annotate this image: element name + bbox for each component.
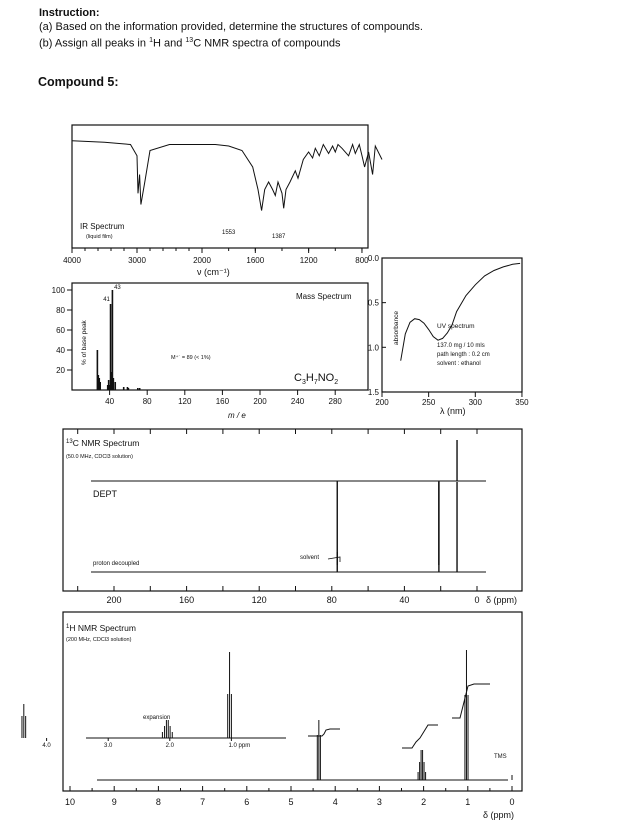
h1-integral-1: [308, 729, 340, 736]
line-b-c: C NMR spectra of compounds: [193, 37, 341, 50]
c13-xlabel: δ (ppm): [486, 595, 518, 605]
instruction-heading: Instruction:: [39, 7, 100, 19]
c13-tick-label: 80: [326, 595, 337, 605]
ir-tick-label: 1200: [299, 256, 318, 265]
c13-chart: [78, 429, 486, 605]
h1-tick-label: 6: [244, 797, 250, 807]
ms-molecular-ion: M⁺˙ = 89 (< 1%): [171, 355, 211, 361]
h1-tick-label: 10: [64, 797, 76, 807]
h1-expansion-tick-label: 3.0: [104, 743, 113, 749]
line-b-h: H and: [152, 37, 186, 50]
h1-tick-label: 5: [288, 797, 294, 807]
instruction-line-a: (a) Based on the information provided, determine the structures of compounds.: [39, 21, 423, 33]
ms-tick-label: 280: [328, 397, 342, 406]
ms-tick-label: 80: [142, 397, 152, 406]
uv-tick-label: 350: [515, 398, 529, 407]
h1-frame: [63, 612, 522, 791]
ms-ylabel: % of base peak: [81, 320, 88, 365]
h1-tick-label: 0: [509, 797, 515, 807]
uv-note-3: solvent : ethanol: [437, 361, 481, 367]
ms-ytick-label: 80: [56, 306, 65, 315]
h1-tick-label: 1: [465, 797, 471, 807]
h1-title: $^1$H NMR Spectrum: [66, 623, 136, 633]
h1-expansion-tick-label: 4.0: [42, 743, 51, 749]
c13-decoupled-label: proton decoupled: [93, 561, 140, 567]
ir-annotation-1387: 1387: [272, 234, 286, 240]
h1-tick-label: 9: [111, 797, 117, 807]
c13-tick-label: 160: [179, 595, 195, 605]
ms-tick-label: 240: [290, 397, 305, 406]
ms-xlabel: m / e: [228, 411, 246, 420]
ms-tick-label: 40: [105, 397, 115, 406]
h1-chart: [22, 650, 515, 807]
uv-tick-label: 200: [375, 398, 389, 407]
line-b-pre: (b) Assign all peaks in: [39, 37, 150, 50]
c13-tick-label: 200: [106, 595, 122, 605]
ir-tick-label: 1600: [246, 256, 265, 265]
ms-tick-label: 120: [178, 397, 192, 406]
h1-expansion-label: expansion: [143, 715, 171, 721]
c13-dept-label: DEPT: [93, 489, 118, 499]
h1-tick-label: 7: [200, 797, 206, 807]
compound-label: Compound 5:: [38, 75, 119, 89]
ir-tick-label: 800: [355, 256, 369, 265]
uv-ytick-label: 1.5: [367, 387, 379, 397]
ir-trace: [72, 141, 382, 211]
uv-ytick-label: 1.0: [367, 343, 379, 353]
uv-note-2: path length : 0.2 cm: [437, 352, 490, 358]
uv-ytick-label: 0.5: [367, 298, 379, 308]
ms-chart: [52, 285, 343, 406]
ms-ytick-label: 40: [56, 346, 65, 355]
c13-solvent-arrow: [328, 557, 340, 562]
ms-formula: $C_3H_7NO_2$: [294, 372, 339, 386]
ms-tick-label: 200: [253, 397, 267, 406]
uv-title: UV spectrum: [437, 323, 475, 330]
sup-1: 1: [149, 37, 153, 44]
c13-tick-label: 0: [474, 595, 480, 605]
h1-tms-label: TMS: [494, 754, 507, 760]
ms-ytick-label: 60: [56, 326, 65, 335]
h1-integral-2: [402, 725, 438, 748]
ms-ytick-label: 100: [51, 286, 65, 295]
uv-tick-label: 300: [468, 398, 482, 407]
c13-tick-label: 40: [399, 595, 410, 605]
ms-peak-label-43: 43: [114, 285, 121, 291]
h1-xlabel: δ (ppm): [483, 810, 515, 820]
uv-ytick-label: 0.0: [367, 254, 379, 263]
ms-peak-label-41: 41: [103, 297, 110, 303]
uv-tick-label: 250: [421, 398, 436, 407]
c13-title: $^{13}$C NMR Spectrum: [66, 438, 140, 448]
ir-chart: [63, 141, 382, 265]
ir-title: IR Spectrum: [80, 222, 125, 231]
sup-13: 13: [185, 37, 194, 44]
c13-solvent-label: solvent: [300, 555, 320, 561]
ir-tick-label: 2000: [193, 256, 211, 265]
ms-tick-label: 160: [215, 397, 230, 406]
h1-tick-label: 2: [421, 797, 427, 807]
h1-integral-3: [452, 684, 490, 718]
h1-tick-label: 4: [332, 797, 338, 807]
ir-xlabel: ν (cm⁻¹): [197, 267, 230, 277]
h1-subtitle: (200 MHz, CDCl3 solution): [66, 637, 132, 643]
uv-xlabel: λ (nm): [440, 406, 466, 416]
c13-subtitle: (50.0 MHz, CDCl3 solution): [66, 454, 133, 460]
h1-expansion-tick-label: 2.0: [165, 743, 174, 749]
ir-annotation-1553: 1553: [222, 230, 236, 236]
h1-tick-label: 3: [376, 797, 382, 807]
ir-tick-label: 3000: [128, 256, 146, 265]
ir-subtitle: (liquid film): [86, 234, 113, 240]
uv-note-1: 137.0 mg / 10 mls: [437, 343, 485, 349]
ms-ytick-label: 20: [56, 366, 65, 375]
c13-tick-label: 120: [251, 595, 267, 605]
uv-ylabel: absorbance: [393, 311, 400, 345]
ir-tick-label: 4000: [63, 256, 81, 265]
ms-title: Mass Spectrum: [296, 292, 352, 301]
h1-expansion-tick-label: 1.0 ppm: [228, 743, 251, 749]
h1-tick-label: 8: [155, 797, 161, 807]
